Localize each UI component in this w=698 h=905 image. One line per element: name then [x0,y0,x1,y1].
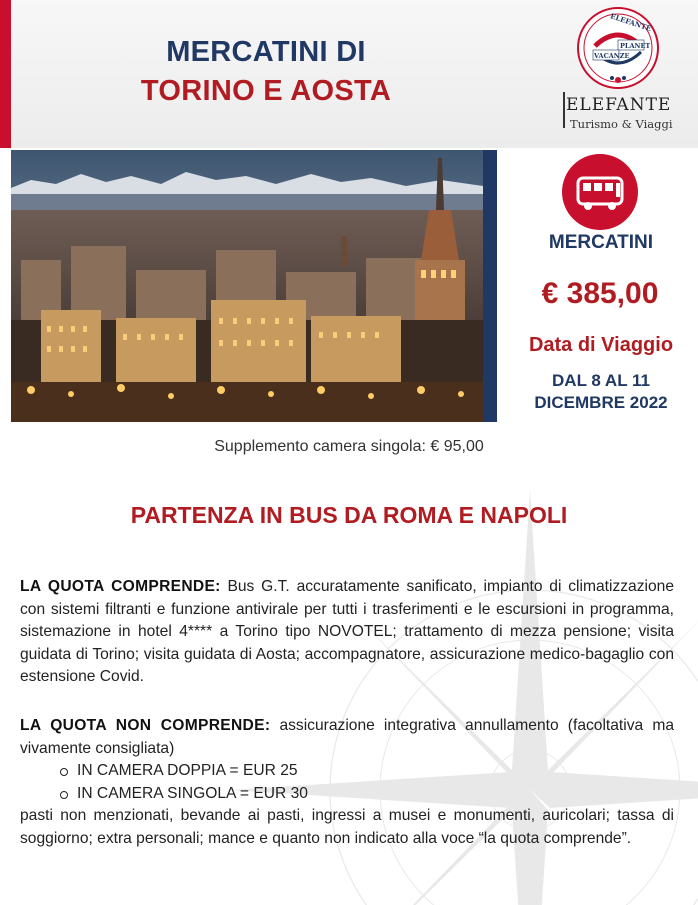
quota-non-comprende-label: LA QUOTA NON COMPRENDE: [20,717,271,734]
page-title-line1: MERCATINI DI [166,36,366,68]
bus-icon-badge [562,154,638,230]
red-accent-strip [0,0,11,148]
travel-date-label: Data di Viaggio [528,334,674,356]
travel-date-value [510,370,692,414]
departure-heading: PARTENZA IN BUS DA ROMA E NAPOLI [130,502,568,528]
brand-divider [563,92,565,128]
list-item: IN CAMERA SINGOLA = EUR 30 [20,783,674,806]
elefante-logo-icon [573,6,663,90]
quota-non-comprende-text: assicurazione integrativa annullamento (facoltativa ma vivamente consigliata) [20,717,674,757]
brand-name: ELEFANTE [566,95,672,115]
travel-date-line1: DAL 8 AL 11 [552,371,650,390]
photo-accent-stripe [483,150,497,422]
bus-icon [562,154,638,230]
quota-comprende-label: LA QUOTA COMPRENDE: [20,578,221,595]
svg-text:PLANET: PLANET [620,42,651,50]
quota-non-comprende-extra: pasti non menzionati, bevande ai pasti, ingressi a musei e monumenti, auricolari; tassa di soggiorno; extra personali; mance e quanto non indicato alla voce “la quota comprende”. [20,807,674,847]
quota-non-comprende-paragraph [20,715,674,850]
brand-subtitle: Turismo & Viaggi [570,117,673,131]
insurance-options-list [20,760,674,805]
page-title-line2: TORINO E AOSTA [140,75,392,107]
travel-date-line2: DICEMBRE 2022 [534,393,668,412]
quota-comprende-text: Bus G.T. accuratamente sanificato, impianto di climatizzazione con sistemi filtranti e funzione antivirale per tutti i trasferimenti e le escursioni in programma, sistemazione in hotel 4**** a Torino tipo NOVOTEL; trattamento di mezza pensione; visita guidata di Torino; visita guidata di Aosta; accompagnatore, assicurazione medico-bagaglio con estensione Covid. [20,578,674,685]
quota-comprende-paragraph [20,576,674,689]
svg-text:ELEFANTE: ELEFANTE [609,11,653,34]
list-item: IN CAMERA DOPPIA = EUR 25 [20,760,674,783]
svg-text:VACANZE: VACANZE [594,52,630,60]
offer-price: € 385,00 [541,277,659,310]
torino-cityscape-photo [11,150,483,422]
single-room-supplement: Supplemento camera singola: € 95,00 [214,438,484,455]
offer-category: MERCATINI [548,232,654,253]
